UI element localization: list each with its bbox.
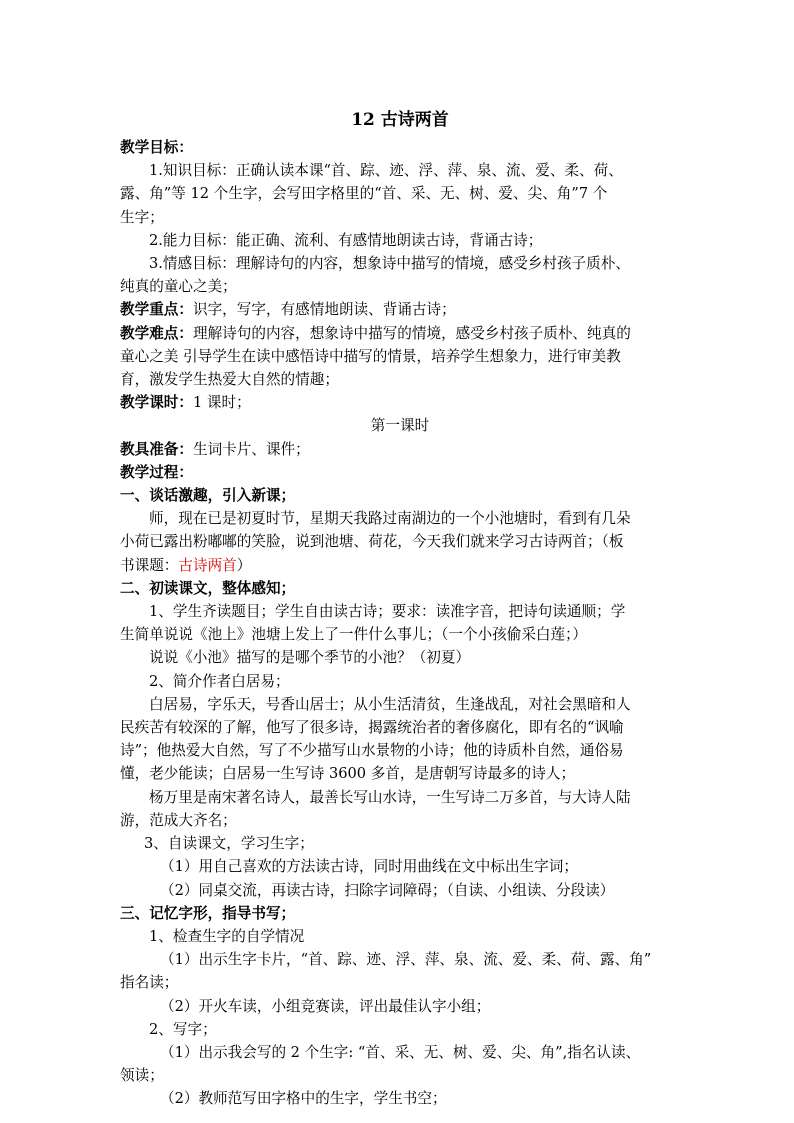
section-1-line-3 <box>120 554 680 577</box>
section-1-heading: 一、谈话激趣，引入新课； <box>120 487 296 505</box>
board-title-prefix: 书课题： <box>120 556 179 574</box>
objective-1-line-2: 露、角”等 12 个生字，会写田字格里的“首、采、无、树、爱、尖、角”7 个 <box>120 185 608 203</box>
class-hours <box>120 391 680 414</box>
section-3-write-1b: 领读； <box>120 1067 164 1085</box>
key-points-text: 识字，写字，有感情地朗读、背诵古诗； <box>192 301 456 319</box>
class-hours-text: 1 课时； <box>192 394 251 412</box>
objective-1-line-3: 生字； <box>120 208 164 226</box>
section-2-line-6: （1）用自己喜欢的方法读古诗，同时用曲线在文中标出生字词； <box>160 858 578 876</box>
section-2-line-7: （2）同桌交流，再读古诗，扫除字词障碍；（自读、小组读、分段读） <box>160 881 615 899</box>
section-1-line-2: 小荷已露出粉嘟嘟的笑脸，说到池塘、荷花，今天我们就来学习古诗两首；（板 <box>120 533 624 551</box>
objective-2: 2.能力目标：能正确、流利、有感情地朗读古诗，背诵古诗； <box>149 231 543 249</box>
board-title-suffix: ） <box>236 556 252 574</box>
difficult-points-label: 教学难点： <box>120 324 193 342</box>
bai-juyi-line-3: 诗”；他热爱大自然，写了不少描写山水景物的小诗；他的诗质朴自然，通俗易 <box>120 742 624 760</box>
section-3-sub-2: 2、写字； <box>149 1020 217 1038</box>
yang-wanli-line-1: 杨万里是南宋著名诗人，最善长写山水诗，一生写诗二万多首，与大诗人陆 <box>149 788 631 806</box>
section-2-line-2: 生简单说说《池上》池塘上发上了一件什么事儿；（一个小孩偷采白莲；） <box>120 626 587 644</box>
section-2-heading: 二、初读课文，整体感知； <box>120 579 296 597</box>
key-points <box>120 298 680 321</box>
key-points-label: 教学重点： <box>120 301 193 319</box>
bai-juyi-line-4: 懂，老少能读；白居易一生写诗 3600 多首，是唐朝写诗最多的诗人； <box>120 765 576 783</box>
objective-1-line-1: 1.知识目标：正确认读本课“首、踪、迹、浮、萍、泉、流、爱、柔、荷、 <box>149 162 623 180</box>
teaching-tools-label: 教具准备： <box>120 440 193 458</box>
board-title-red: 古诗两首 <box>178 556 237 574</box>
difficult-points-line-3: 育，激发学生热爱大自然的情趣； <box>120 371 339 389</box>
objective-3-line-1: 3.情感目标：理解诗句的内容，想象诗中描写的情境，感受乡村孩子质朴、 <box>149 255 630 273</box>
section-3-sub-1: 1、检查生字的自学情况 <box>149 927 305 945</box>
page-title: 12 古诗两首 <box>351 110 449 130</box>
section-3-item-1a: （1）出示生字卡片，“首、踪、迹、浮、萍、泉、流、爱、柔、荷、露、角” <box>160 951 652 969</box>
section-3-write-2: （2）教师范写田字格中的生字，学生书空； <box>160 1090 447 1108</box>
bai-juyi-line-2: 民疾苦有较深的了解，他写了很多诗，揭露统治者的奢侈腐化，即有名的“讽喻 <box>120 719 624 737</box>
objectives-heading: 教学目标： <box>120 139 193 156</box>
lesson-title: 第一课时 <box>370 417 430 435</box>
section-2-line-1: 1、学生齐读题目；学生自由读古诗；要求：读准字音，把诗句读通顺；学 <box>149 603 626 621</box>
section-3-item-2: （2）开火车读，小组竞赛读，评出最佳认字小组； <box>160 997 491 1015</box>
class-hours-label: 教学课时： <box>120 394 193 412</box>
section-3-heading: 三、记忆字形，指导书写； <box>120 904 296 922</box>
section-2-line-3: 说说《小池》描写的是哪个季节的小池？（初夏） <box>149 649 471 667</box>
section-2-line-5: 3、自读课文，学习生字； <box>144 835 314 853</box>
teaching-tools-text: 生词卡片、课件； <box>192 440 310 458</box>
bai-juyi-line-1: 白居易，字乐天，号香山居士；从小生活清贫，生逢战乱，对社会黑暗和人 <box>149 695 631 713</box>
yang-wanli-line-2: 游，范成大齐名； <box>120 811 237 829</box>
section-3-item-1b: 指名读； <box>120 974 179 992</box>
difficult-points-text-1: 理解诗句的内容，想象诗中描写的情境，感受乡村孩子质朴、纯真的 <box>192 324 631 342</box>
process-heading: 教学过程： <box>120 463 193 481</box>
objective-3-line-2: 纯真的童心之美； <box>120 278 237 296</box>
difficult-points-line-1 <box>120 322 680 345</box>
section-2-line-4: 2、简介作者白居易； <box>149 672 290 690</box>
section-3-write-1a: （1）出示我会写的 2 个生字: “首、采、无、树、爱、尖、角”,指名认读、 <box>160 1043 641 1061</box>
teaching-tools <box>120 438 680 461</box>
difficult-points-line-2: 童心之美 引导学生在读中感悟诗中描写的情景，培养学生想象力，进行审美教 <box>120 347 621 365</box>
section-1-line-1: 师，现在已是初夏时节，星期天我路过南湖边的一个小池塘时，看到有几朵 <box>149 510 631 528</box>
document-body <box>120 106 680 1111</box>
